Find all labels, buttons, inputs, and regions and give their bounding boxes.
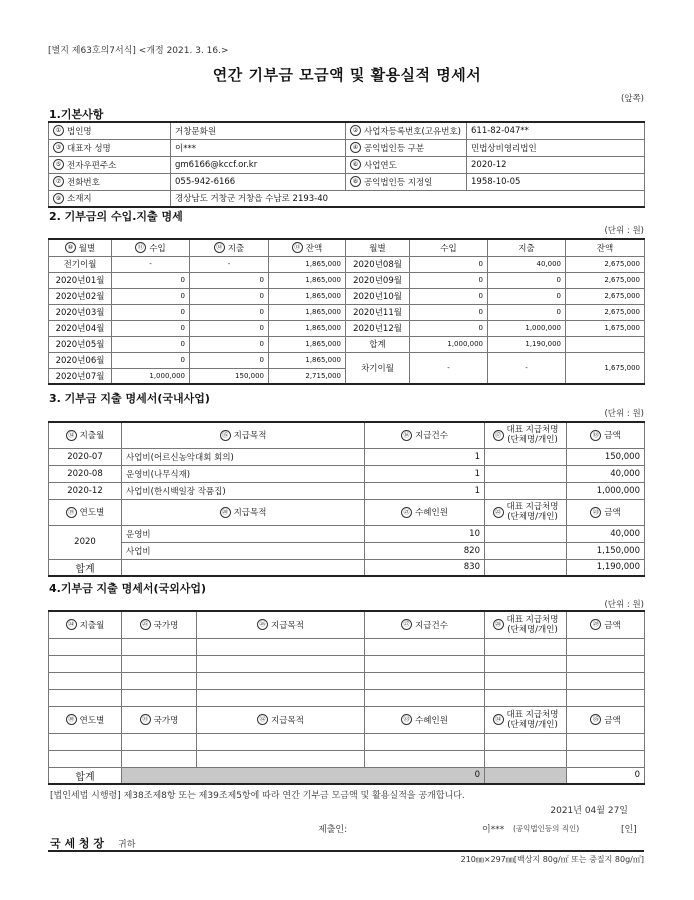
- amount-header: 금액: [604, 431, 621, 442]
- count-cell: 1: [365, 448, 485, 465]
- expense-cell: 150,000: [190, 368, 269, 384]
- beneficiaries-header: 수혜인원: [415, 508, 448, 518]
- month-cell: 2020년06월: [49, 352, 112, 368]
- month-cell: 2020년09월: [346, 272, 410, 288]
- amount-cell: 40,000: [567, 465, 645, 482]
- email-label: 전자우편주소: [67, 160, 117, 171]
- basic-row: [49, 139, 645, 156]
- circle-number-icon: ㉑: [401, 507, 412, 518]
- recipient-suffix: 귀하: [118, 840, 136, 850]
- balance-cell: 2,675,000: [566, 304, 645, 320]
- table-row: [49, 525, 645, 542]
- circle-number-icon: ㉙: [590, 619, 601, 630]
- purpose-cell: 사업비(어르신농악대회 회의): [122, 448, 365, 465]
- circle-number-icon: ⑤: [53, 159, 64, 170]
- payment-count-header: 지급건수: [415, 620, 448, 631]
- balance-header-2: 잔액: [566, 239, 645, 256]
- income-expense-table: [48, 238, 645, 385]
- income-cell: 1,000,000: [112, 368, 190, 384]
- total-amount: 0: [567, 767, 645, 784]
- section-2-title: 2. 기부금의 수입.지출 명세: [49, 210, 183, 223]
- balance-cell: 1,865,000: [269, 304, 346, 320]
- income-cell: 0: [410, 304, 488, 320]
- unit-label: (단위 : 원): [604, 409, 644, 419]
- total-shaded: [122, 767, 485, 784]
- amount-cell: 1,000,000: [567, 482, 645, 499]
- domestic-expense-table: [48, 421, 645, 577]
- recipient-subheader: (단체명/개인): [507, 624, 558, 635]
- year-header: 연도별: [79, 508, 105, 518]
- carry-forward-label: 차기이월: [346, 352, 410, 384]
- recipient-subheader: (단체명/개인): [507, 512, 558, 522]
- form-id: [별지 제63호의7서식] <개정 2021. 3. 16.>: [48, 46, 229, 56]
- amount-header: 금액: [604, 620, 621, 631]
- org-type-label: 공익법인등 구분: [364, 143, 425, 154]
- month-cell: 2020년03월: [49, 304, 112, 320]
- designation-date-label: 공익법인등 지정일: [364, 177, 433, 188]
- income-cell: 0: [112, 288, 190, 304]
- income-cell: 0: [410, 272, 488, 288]
- circle-number-icon: ⑪: [135, 242, 146, 253]
- circle-number-icon: ㉓: [590, 507, 601, 518]
- circle-number-icon: ㉖: [257, 619, 268, 630]
- expense-cell: 0: [190, 352, 269, 368]
- balance-cell: 1,865,000: [269, 336, 346, 352]
- table-row: [49, 448, 645, 465]
- recipient-authority: 국 세 청 장: [50, 837, 104, 850]
- org-type-value: 민법상비영리법인: [467, 139, 645, 156]
- org-name-label: 법인명: [67, 126, 92, 137]
- table-header-row: [49, 706, 645, 733]
- balance-cell: 1,865,000: [269, 288, 346, 304]
- basic-row: [49, 122, 645, 139]
- table-row: [49, 288, 645, 304]
- address-value: 경상남도 거창군 거창읍 수남로 2193-40: [171, 190, 645, 207]
- balance-header: 잔액: [305, 243, 323, 254]
- circle-number-icon: ⑭: [66, 430, 77, 441]
- month-cell: 2020년04월: [49, 320, 112, 336]
- amount-cell: 1,150,000: [567, 542, 645, 559]
- total-label: 합계: [346, 336, 410, 352]
- circle-number-icon: ⑳: [220, 507, 231, 518]
- recipient-subheader: (단체명/개인): [507, 719, 558, 730]
- recipient-header: 대표 지급처명: [506, 425, 559, 436]
- total-blank: [122, 559, 365, 576]
- expense-month-header: 지출월: [79, 431, 105, 442]
- section-4-title: 4.기부금 지출 명세서(국외사업): [49, 582, 207, 595]
- month-cell: 2020년11월: [346, 304, 410, 320]
- basic-row: [49, 156, 645, 173]
- balance-cell: 2,675,000: [566, 256, 645, 272]
- circle-number-icon: ㉝: [401, 714, 412, 725]
- circle-number-icon: ㉞: [493, 714, 504, 725]
- circle-number-icon: ⑬: [292, 242, 303, 253]
- count-cell: 1: [365, 465, 485, 482]
- country-header: 국가명: [153, 715, 179, 726]
- recipient-cell: [485, 448, 567, 465]
- table-row: [49, 542, 645, 559]
- submitter-name: 이***: [482, 825, 505, 835]
- purpose-header: 지급목적: [271, 715, 304, 726]
- amount-cell: 150,000: [567, 448, 645, 465]
- circle-number-icon: ㉗: [401, 619, 412, 630]
- count-cell: 1: [365, 482, 485, 499]
- recipient-cell: [485, 525, 567, 542]
- table-row: [49, 465, 645, 482]
- expense-cell: 1,000,000: [488, 320, 566, 336]
- balance-cell: 1,675,000: [566, 320, 645, 336]
- expense-cell: 0: [190, 272, 269, 288]
- income-cell: 0: [410, 288, 488, 304]
- income-cell: 0: [410, 320, 488, 336]
- submitter-label: 제출인:: [318, 825, 348, 835]
- balance-cell: 1,865,000: [269, 272, 346, 288]
- amount-cell: 40,000: [567, 525, 645, 542]
- org-name-value: 거창문화원: [171, 122, 346, 139]
- beneficiaries-cell: 10: [365, 525, 485, 542]
- carry-expense: -: [488, 352, 566, 384]
- circle-number-icon: ⑲: [66, 507, 77, 518]
- fiscal-year-label: 사업연도: [364, 160, 397, 171]
- circle-number-icon: ②: [350, 125, 361, 136]
- address-label: 소재지: [67, 194, 92, 205]
- circle-number-icon: ㉛: [140, 714, 151, 725]
- circle-number-icon: ⑥: [350, 159, 361, 170]
- seal-label: [인]: [621, 825, 637, 835]
- unit-label: (단위 : 원): [604, 600, 644, 610]
- balance-cell: 2,675,000: [566, 288, 645, 304]
- income-cell: 0: [112, 272, 190, 288]
- income-cell: 0: [410, 256, 488, 272]
- balance-cell: 2,675,000: [566, 272, 645, 288]
- phone-label: 전화번호: [67, 177, 100, 188]
- year-cell: 2020: [49, 525, 122, 559]
- recipient-subheader: (단체명/개인): [507, 435, 558, 446]
- expense-total: 1,190,000: [488, 336, 566, 352]
- page-title: 연간 기부금 모금액 및 활용실적 명세서: [212, 66, 482, 84]
- circle-number-icon: ㉜: [257, 714, 268, 725]
- balance-cell: 1,865,000: [269, 352, 346, 368]
- circle-number-icon: ⑫: [214, 242, 225, 253]
- circle-number-icon: ④: [350, 142, 361, 153]
- month-cell: 2020년12월: [346, 320, 410, 336]
- circle-number-icon: ㉔: [66, 619, 77, 630]
- total-count: 0: [474, 770, 480, 781]
- circle-number-icon: ㉟: [590, 714, 601, 725]
- income-cell: 0: [112, 336, 190, 352]
- expense-cell: 0: [190, 288, 269, 304]
- email-value: gm6166@kccf.or.kr: [171, 156, 346, 173]
- month-cell: 2020년05월: [49, 336, 112, 352]
- income-cell: 0: [112, 352, 190, 368]
- section-3-title: 3. 기부금 지출 명세서(국내사업): [49, 392, 210, 405]
- table-row: [49, 336, 645, 352]
- total-amount: 1,190,000: [567, 559, 645, 576]
- table-row: [49, 689, 645, 706]
- table-row: [49, 672, 645, 689]
- circle-number-icon: ⑯: [401, 430, 412, 441]
- expense-month-cell: 2020-12: [49, 482, 122, 499]
- balance-cell: 1,865,000: [269, 320, 346, 336]
- recipient-header: 대표 지급처명: [506, 709, 559, 720]
- purpose-cell: 사업비(한시백일장 작품집): [122, 482, 365, 499]
- representative-value: 이***: [171, 139, 346, 156]
- purpose-header: 지급목적: [233, 431, 267, 442]
- purpose-cell: 운영비(나무식재): [122, 465, 365, 482]
- table-row: [49, 304, 645, 320]
- carry-balance: 1,675,000: [566, 352, 645, 384]
- carry-income: -: [410, 352, 488, 384]
- expense-cell: 0: [488, 304, 566, 320]
- circle-number-icon: ⑱: [590, 430, 601, 441]
- expense-month-cell: 2020-07: [49, 448, 122, 465]
- amount-header: 금액: [604, 508, 621, 518]
- amount-header: 금액: [604, 715, 621, 726]
- beneficiaries-cell: 820: [365, 542, 485, 559]
- circle-number-icon: ㉘: [493, 619, 504, 630]
- section-1-title: 1.기본사항: [49, 108, 104, 121]
- circle-number-icon: ㉚: [66, 714, 77, 725]
- table-row: [49, 320, 645, 336]
- month-cell: 2020년08월: [346, 256, 410, 272]
- expense-header-2: 지출: [488, 239, 566, 256]
- year-header: 연도별: [79, 715, 105, 726]
- circle-number-icon: ⑧: [350, 176, 361, 187]
- circle-number-icon: ⑩: [65, 242, 76, 253]
- month-cell: 2020년02월: [49, 288, 112, 304]
- income-header: 수입: [149, 243, 166, 254]
- total-shaded: [485, 767, 567, 784]
- balance-cell: 2,715,000: [269, 368, 346, 384]
- purpose-cell: 운영비: [122, 525, 365, 542]
- recipient-cell: [485, 465, 567, 482]
- front-side-label: (앞쪽): [620, 94, 644, 104]
- business-number-label: 사업자등록번호(고유번호): [364, 126, 461, 137]
- purpose-cell: 사업비: [122, 542, 365, 559]
- expense-cell: 0: [190, 336, 269, 352]
- expense-month-cell: 2020-08: [49, 465, 122, 482]
- expense-cell: 40,000: [488, 256, 566, 272]
- circle-number-icon: ⑦: [53, 176, 64, 187]
- month-header: 월별: [78, 243, 96, 254]
- balance-total: [566, 336, 645, 352]
- table-header-row: [49, 239, 645, 256]
- month-cell: 전기이월: [49, 256, 112, 272]
- expense-cell: -: [190, 256, 269, 272]
- table-header-row: [49, 611, 645, 638]
- overseas-expense-table: [48, 610, 645, 785]
- income-cell: 0: [112, 320, 190, 336]
- table-row: [49, 655, 645, 672]
- phone-value: 055-942-6166: [171, 173, 346, 190]
- circle-number-icon: ⑮: [220, 430, 231, 441]
- income-cell: -: [112, 256, 190, 272]
- circle-number-icon: ③: [53, 142, 64, 153]
- paper-spec: 210㎜×297㎜[백상지 80g/㎡ 또는 중질지 80g/㎡]: [460, 855, 644, 864]
- fiscal-year-value: 2020-12: [467, 156, 645, 173]
- designation-date-value: 1958-10-05: [467, 173, 645, 190]
- month-header-2: 월별: [346, 239, 410, 256]
- expense-cell: 0: [488, 272, 566, 288]
- expense-header: 지출: [227, 243, 245, 254]
- circle-number-icon: ⑨: [53, 193, 64, 204]
- expense-cell: 0: [190, 320, 269, 336]
- expense-month-header: 지출월: [79, 620, 105, 631]
- month-cell: 2020년10월: [346, 288, 410, 304]
- month-cell: 2020년01월: [49, 272, 112, 288]
- recipient-cell: [485, 542, 567, 559]
- total-row: [49, 767, 645, 784]
- submitter-note: (공익법인등의 직인): [513, 824, 580, 833]
- basic-info-table: [48, 121, 645, 208]
- table-row: [49, 638, 645, 655]
- total-label: 합계: [49, 559, 122, 576]
- recipient-header: 대표 지급처명: [506, 502, 559, 512]
- payment-count-header: 지급건수: [415, 431, 448, 442]
- table-row: [49, 750, 645, 767]
- circle-number-icon: ㉒: [493, 507, 504, 518]
- table-row: [49, 482, 645, 499]
- circle-number-icon: ⑰: [493, 430, 504, 441]
- total-label: 합계: [49, 767, 122, 784]
- table-row: [49, 272, 645, 288]
- table-header-row: [49, 499, 645, 525]
- circle-number-icon: ㉕: [140, 619, 151, 630]
- beneficiaries-header: 수혜인원: [415, 715, 448, 726]
- unit-label: (단위 : 원): [604, 226, 644, 236]
- income-total: 1,000,000: [410, 336, 488, 352]
- table-header-row: [49, 422, 645, 448]
- law-statement: [법인세법 시행령] 제38조제8항 또는 제39조제5항에 따라 연간 기부금 모금액 및 활용실적을 공개합니다.: [50, 791, 465, 801]
- business-number-value: 611-82-047**: [467, 122, 645, 139]
- purpose-header: 지급목적: [271, 620, 304, 631]
- expense-cell: 0: [190, 304, 269, 320]
- table-row: [49, 352, 645, 368]
- total-count: 830: [365, 559, 485, 576]
- circle-number-icon: ①: [53, 125, 64, 136]
- basic-row: [49, 190, 645, 207]
- expense-cell: 0: [488, 288, 566, 304]
- submission-date: 2021년 04월 27일: [550, 806, 628, 816]
- purpose-header: 지급목적: [233, 508, 267, 518]
- income-header-2: 수입: [410, 239, 488, 256]
- representative-label: 대표자 성명: [67, 143, 111, 154]
- total-row: [49, 559, 645, 576]
- month-cell: 2020년07월: [49, 368, 112, 384]
- table-row: [49, 256, 645, 272]
- income-cell: 0: [112, 304, 190, 320]
- basic-row: [49, 173, 645, 190]
- total-blank: [485, 559, 567, 576]
- balance-cell: 1,865,000: [269, 256, 346, 272]
- recipient-cell: [485, 482, 567, 499]
- table-row: [49, 733, 645, 750]
- country-header: 국가명: [153, 620, 179, 631]
- recipient-header: 대표 지급처명: [506, 614, 559, 625]
- footer-divider: [48, 850, 644, 852]
